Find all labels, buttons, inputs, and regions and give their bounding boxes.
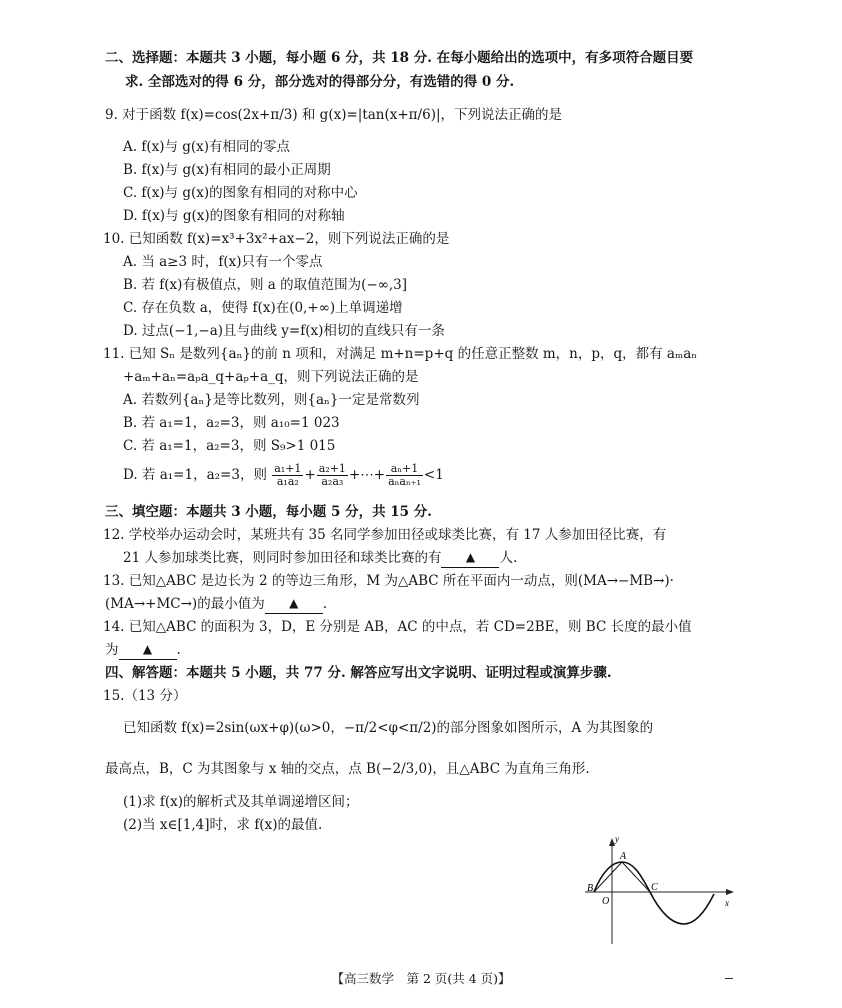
q13-line2-text: (MA→+MC→)的最小值为	[105, 596, 265, 612]
q9-option-d: D. f(x)与 g(x)的图象有相同的对称轴	[123, 208, 345, 224]
triangle-marker: ▲	[289, 596, 299, 610]
q9-stem: 9. 对于函数 f(x)=cos(2x+π/3) 和 g(x)=|tan(x+π/6)|，下列说法正确的是	[105, 107, 563, 123]
q14-line1: 14. 已知△ABC 的面积为 3，D，E 分别是 AB，AC 的中点，若 CD=2BE，则 BC 长度的最小值	[103, 619, 692, 635]
segment-ac	[622, 862, 650, 892]
page-footer: 【高三数学 第 2 页(共 4 页)】	[331, 971, 511, 986]
segment-ba	[594, 862, 622, 892]
section2-heading-line1: 二、选择题：本题共 3 小题，每小题 6 分，共 18 分. 在每小题给出的选项中，有多项符合题目要	[105, 50, 694, 66]
footer-dash	[725, 978, 733, 979]
fraction-3	[386, 463, 423, 488]
q13-line2	[105, 594, 327, 615]
q12-line2	[123, 548, 517, 569]
q11-stem-line1: 11. 已知 Sₙ 是数列{aₙ}的前 n 项和，对满足 m+n=p+q 的任意正整数 m，n，p，q，都有 aₘaₙ	[103, 346, 698, 362]
section3-heading: 三、填空题：本题共 3 小题，每小题 5 分，共 15 分.	[105, 504, 432, 520]
q12-line1: 12. 学校举办运动会时，某班共有 35 名同学参加田径或球类比赛，有 17 人参加田径比赛，有	[103, 527, 667, 543]
x-axis-label: x	[725, 898, 729, 908]
fraction-3-numerator: aₙ+1	[386, 463, 423, 476]
point-a-label: A	[620, 851, 627, 862]
q10-option-c: C. 存在负数 a，使得 f(x)在(0,+∞)上单调递增	[123, 300, 403, 316]
q11-option-d-prefix: D. 若 a₁=1，a₂=3，则	[123, 467, 267, 483]
inequality-end: <1	[423, 467, 444, 483]
section4-heading: 四、解答题：本题共 5 小题，共 77 分. 解答应写出文字说明、证明过程或演算步骤.	[105, 665, 612, 681]
q11-option-b: B. 若 a₁=1，a₂=3，则 a₁₀=1 023	[123, 415, 340, 431]
q12-line2-end: 人.	[499, 550, 518, 566]
q13-line2-end: .	[322, 596, 327, 612]
q15-subquestion-1: (1)求 f(x)的解析式及其单调递增区间；	[123, 794, 359, 810]
answer-blank-14[interactable]	[119, 639, 177, 660]
sine-graph	[580, 832, 740, 947]
fraction-1	[272, 463, 303, 488]
section2-heading-line2: 求. 全部选对的得 6 分，部分选对的得部分分，有选错的得 0 分.	[125, 74, 515, 90]
fraction-2-denominator: a₂a₃	[321, 475, 344, 488]
answer-blank-12[interactable]	[441, 547, 499, 568]
q15-subquestion-2: (2)当 x∈[1,4]时，求 f(x)的最值.	[123, 817, 323, 833]
q14-line2-text: 为	[105, 642, 119, 658]
q10-option-d: D. 过点(−1,−a)且与曲线 y=f(x)相切的直线只有一条	[123, 323, 445, 339]
q11-option-d: D. 若 a₁=1，a₂=3，则 $\frac{\text{a₁+1}}{\text{a₁a₂}}$ + $\frac{\text{a₂+1}}{\text{a₂a₃}}$ +⋯+ $\frac{\text{aₙ+1}}{\text{aₙaₙ₊₁}}$ <1	[123, 462, 444, 488]
q15-title: 15.（13 分）	[103, 688, 187, 704]
point-b-label: B	[587, 883, 594, 894]
ellipsis-plus: +⋯+	[348, 467, 386, 483]
q14-line2	[105, 640, 181, 661]
x-axis-arrow	[726, 889, 734, 895]
triangle-marker: ▲	[142, 642, 153, 656]
q11-stem-line2: +aₘ+aₙ=aₚa_q+aₚ+a_q，则下列说法正确的是	[123, 369, 419, 385]
fraction-3-denominator: aₙaₙ₊₁	[388, 475, 421, 488]
q15-paragraph-line2: 最高点，B，C 为其图象与 x 轴的交点，点 B(−2/3,0)，且△ABC 为直角三角形.	[105, 761, 590, 777]
point-c-label: C	[651, 882, 658, 893]
q11-option-c: C. 若 a₁=1，a₂=3，则 S₉>1 015	[123, 438, 336, 454]
origin-label: O	[602, 896, 610, 907]
q10-stem: 10. 已知函数 f(x)=x³+3x²+ax−2，则下列说法正确的是	[103, 231, 450, 247]
q13-line1: 13. 已知△ABC 是边长为 2 的等边三角形，M 为△ABC 所在平面内一动点，则(MA→−MB→)·	[103, 573, 674, 589]
fraction-2-numerator: a₂+1	[318, 462, 346, 475]
y-axis-label: y	[615, 834, 619, 844]
q9-option-a: A. f(x)与 g(x)有相同的零点	[123, 139, 291, 155]
q10-option-a: A. 当 a≥3 时，f(x)只有一个零点	[123, 254, 323, 270]
q9-option-c: C. f(x)与 g(x)的图象有相同的对称中心	[123, 185, 358, 201]
fraction-1-numerator: a₁+1	[274, 462, 302, 475]
q11-option-a: A. 若数列{aₙ}是等比数列，则{aₙ}一定是常数列	[123, 392, 420, 408]
q14-line2-end: .	[176, 642, 181, 658]
q15-paragraph-line1: 已知函数 f(x)=2sin(ωx+φ)(ω>0，−π/2<φ<π/2)的部分图象如图所示，A 为其图象的	[123, 720, 654, 736]
q9-option-b: B. f(x)与 g(x)有相同的最小正周期	[123, 162, 331, 178]
q12-line2-text: 21 人参加球类比赛，则同时参加田径和球类比赛的有	[123, 550, 442, 566]
answer-blank-13[interactable]	[265, 593, 323, 614]
fraction-2	[317, 463, 348, 488]
q10-option-b: B. 若 f(x)有极值点，则 a 的取值范围为(−∞,3]	[123, 277, 408, 293]
fraction-1-denominator: a₁a₂	[276, 475, 299, 488]
triangle-marker: ▲	[465, 550, 476, 564]
